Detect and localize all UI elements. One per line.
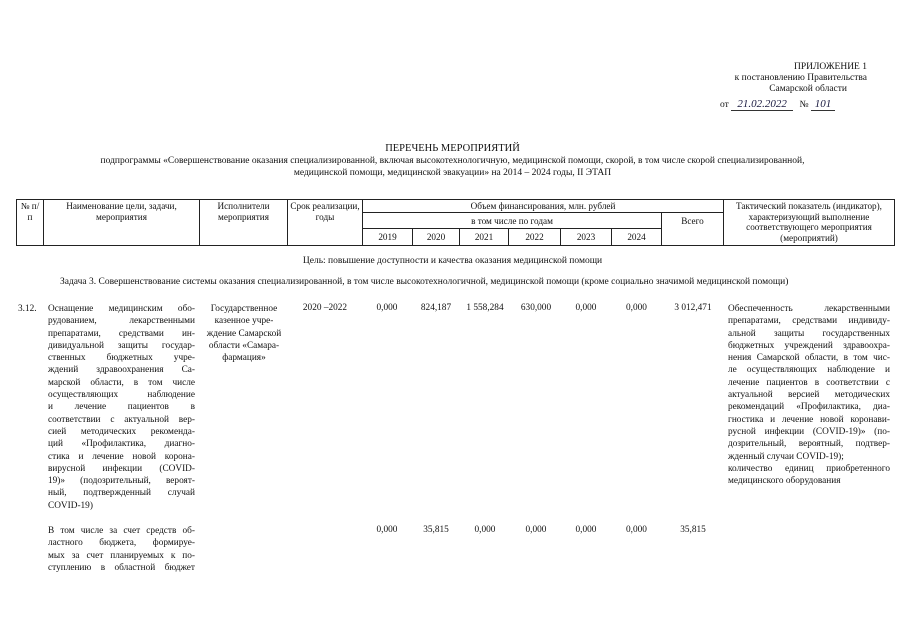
appendix-title: ПРИЛОЖЕНИЕ 1 <box>793 62 867 72</box>
row-name <box>48 303 195 512</box>
row-indicator <box>728 303 890 487</box>
indicator-line: жденный случаи COVID-19); <box>728 451 844 462</box>
appendix-line3: Самарской области <box>769 84 847 94</box>
row-name-line: ственных бюджетных учре- <box>48 353 195 364</box>
indicator-line: актуальной версией методических <box>728 390 890 401</box>
row-name-line: 19)» (подозрительный, вероят- <box>48 476 195 487</box>
header-term: Срок реализации, годы <box>287 199 363 246</box>
subrow-value-2023: 0,000 <box>575 525 597 535</box>
indicator-line: ле осуществляющих наблюдение и <box>728 365 890 376</box>
indicator-line: рекомендаций «Профилактика, диа- <box>728 402 890 413</box>
indicator-line: дозрительный, вероятный, подтвер- <box>728 439 890 450</box>
date-handwritten: 21.02.2022 <box>731 98 793 111</box>
executor-line: ждение Самарской <box>206 328 282 339</box>
row-name-line: соответствии с актуальной вер- <box>48 414 195 425</box>
appendix-block <box>667 62 867 95</box>
row-term: 2020 –2022 <box>302 303 348 313</box>
goal-text: Цель: повышение доступности и качества оказания медицинской помощи <box>302 256 603 266</box>
number-prefix: № <box>799 100 809 110</box>
row-name-line: Оснащение медицинским обо- <box>48 304 195 314</box>
subrow-value-2024: 0,000 <box>626 525 647 535</box>
header-total: Всего <box>661 212 724 246</box>
executor-line: области «Самара- <box>208 340 280 351</box>
row-name-line: и лечение пациентов в <box>48 402 195 413</box>
subrow-value-2022: 0,000 <box>525 525 547 535</box>
indicator-line: русной инфекции (COVID-19)» (по- <box>728 426 890 437</box>
document-subtitle <box>40 155 865 179</box>
header-year-2024: 2024 <box>611 228 662 246</box>
subrow-value-2019: 0,000 <box>376 525 398 535</box>
row-name-line: COVID-19) <box>48 500 93 511</box>
subrow-value-2021: 0,000 <box>474 525 496 535</box>
executor-line: фармация» <box>222 353 266 364</box>
appendix-line2: к постановлению Правительства <box>734 73 867 83</box>
header-year-2022: 2022 <box>508 228 561 246</box>
document-title: ПЕРЕЧЕНЬ МЕРОПРИЯТИЙ <box>385 143 520 154</box>
row-name-line: осуществляющих наблюдение <box>48 390 195 401</box>
number-handwritten: 101 <box>811 98 835 111</box>
subrow-name-line: В том числе за счет средств об- <box>48 526 195 536</box>
row-name-line: ций «Профилактика, диагно- <box>48 439 195 450</box>
subrow-total: 35,815 <box>680 525 706 535</box>
row-total: 3 012,471 <box>674 303 712 313</box>
header-name: Наименование цели, задачи, мероприятия <box>43 199 200 246</box>
executor-line: Государственное <box>210 304 278 314</box>
row-value-2024: 0,000 <box>626 303 647 313</box>
indicator-line: Обеспеченность лекарственными <box>728 304 890 314</box>
subrow-name-line: ластного бюджета, формируе- <box>48 538 195 549</box>
header-year-2020: 2020 <box>412 228 460 246</box>
appendix-date-line <box>720 98 870 111</box>
header-by-years: в том числе по годам <box>362 212 662 229</box>
indicator-line: медицинского оборудования <box>728 476 841 487</box>
subtitle-line2: медицинской помощи, медицинской эвакуации» на 2014 – 2024 годы, II ЭТАП <box>293 168 612 178</box>
indicator-line: бюджетных учреждений здравоохра- <box>728 340 890 351</box>
subrow-value-2020: 35,815 <box>423 525 449 535</box>
row-number: 3.12. <box>18 304 37 314</box>
header-indicator: Тактический показатель (индикатор), характеризующий выполнение соответствующего мероприятия (мероприятий) <box>723 199 895 246</box>
header-funding: Объем финансирования, млн. рублей <box>362 199 724 213</box>
indicator-line: нения Самарской области, в том чис- <box>728 353 890 364</box>
row-value-2020: 824,187 <box>420 303 452 313</box>
row-executor <box>199 303 289 364</box>
row-name-line: марской области, в том числе <box>48 377 195 388</box>
indicator-line: количество единиц приобретенного <box>728 463 890 474</box>
header-year-2023: 2023 <box>560 228 612 246</box>
row-name-line: вирусной инфекции (COVID- <box>48 463 195 474</box>
row-value-2021: 1 558,284 <box>466 303 504 313</box>
indicator-line: гностика и лечение новой коронави- <box>728 414 890 425</box>
indicator-line: лечение пациентов в соответствии с <box>728 377 890 388</box>
row-name-line: препаратами, средствами ин- <box>48 328 195 339</box>
header-num: № п/п <box>16 199 44 246</box>
row-name-line: сией методических рекоменда- <box>48 426 195 437</box>
header-year-2021: 2021 <box>459 228 509 246</box>
indicator-line: препаратами, средствами индивиду- <box>728 316 890 327</box>
row-value-2022: 630,000 <box>520 303 552 313</box>
row-name-line: рудованием, лекарственными <box>48 316 195 327</box>
indicator-line: альной защиты государственных <box>728 328 890 339</box>
subrow-name-line: ступлению в областной бюджет <box>48 562 195 573</box>
task-text: Задача 3. Совершенствование системы оказания специализированной, в том числе высокотехнологичной, медицинской помощи (кроме социально значимой медицинской помощи) <box>60 277 789 287</box>
executor-line: казенное учре- <box>214 316 274 327</box>
subrow-name-line: мых за счет планируемых к по- <box>48 550 195 561</box>
row-name-line: ный, подтвержденный случай <box>48 488 195 499</box>
row-name-line: дивидуальной защиты государ- <box>48 340 195 351</box>
subrow-name <box>48 525 195 574</box>
subtitle-line1: подпрограммы «Совершенствование оказания специализированной, включая высокотехнологичную, медицинской помощи, скорой, в том числе скорой специализированной, <box>100 156 805 166</box>
row-name-line: ждений здравоохранения Са- <box>48 365 195 376</box>
header-executors: Исполнители мероприятия <box>199 199 288 246</box>
row-name-line: стика и лечение новой корона- <box>48 451 195 462</box>
date-prefix: от <box>720 100 729 110</box>
header-year-2019: 2019 <box>362 228 413 246</box>
row-value-2019: 0,000 <box>376 303 398 313</box>
row-value-2023: 0,000 <box>575 303 597 313</box>
